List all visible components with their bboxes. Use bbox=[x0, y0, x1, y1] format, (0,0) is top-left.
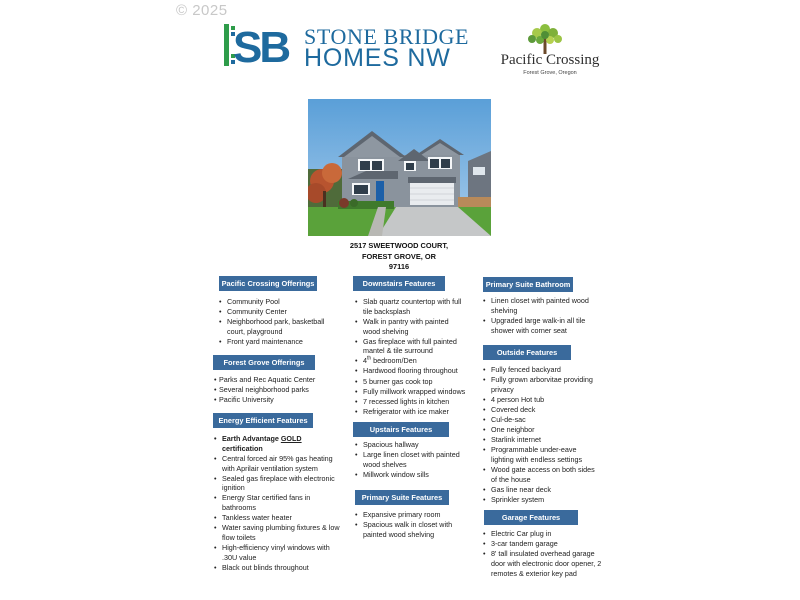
brand-line-1: STONE BRIDGE bbox=[304, 24, 470, 49]
list-item: • 4 person Hot tub bbox=[483, 395, 601, 405]
list-garage bbox=[483, 529, 603, 579]
header-outside: Outside Features bbox=[483, 345, 571, 360]
list-item: • 7 recessed lights in kitchen bbox=[355, 397, 467, 407]
list-item: • Energy Star certified fans in bathrooms bbox=[214, 493, 340, 512]
header-pacific-crossing: Pacific Crossing Offerings bbox=[219, 276, 317, 291]
bedroom-ordinal: th bbox=[367, 356, 372, 362]
list-downstairs bbox=[355, 297, 467, 417]
address-line-1: 2517 SWEETWOOD COURT, bbox=[349, 241, 449, 250]
list-item: • Millwork window sills bbox=[355, 470, 470, 480]
list-outside bbox=[483, 365, 601, 505]
list-item: • Fully millwork wrapped windows bbox=[355, 387, 467, 397]
header-primary-bathroom: Primary Suite Bathroom bbox=[483, 277, 573, 292]
list-item: • Spacious hallway bbox=[355, 440, 470, 450]
list-item: • Water saving plumbing fixtures & low flow toilets bbox=[214, 523, 340, 542]
lead-suffix: certification bbox=[222, 443, 263, 453]
svg-text:SB: SB bbox=[233, 24, 289, 66]
list-item: • Parks and Rec Aquatic Center bbox=[214, 375, 339, 385]
list-item: • Community Pool bbox=[219, 297, 331, 307]
list-item: • Electric Car plug in bbox=[483, 529, 603, 539]
list-forest-grove bbox=[214, 375, 339, 405]
tree-icon bbox=[526, 22, 564, 54]
property-address bbox=[340, 241, 458, 273]
header-primary-suite: Primary Suite Features bbox=[355, 490, 449, 505]
list-item: • Pacific University bbox=[214, 395, 339, 405]
list-pacific-crossing bbox=[219, 297, 331, 347]
pacific-crossing-logo bbox=[493, 22, 607, 82]
header-downstairs: Downstairs Features bbox=[353, 276, 445, 291]
list-primary-suite bbox=[355, 510, 465, 540]
list-item: • Refrigerator with ice maker bbox=[355, 407, 467, 417]
header-garage: Garage Features bbox=[484, 510, 578, 525]
address-line-2: FOREST GROVE, OR bbox=[362, 251, 436, 261]
header-forest-grove: Forest Grove Offerings bbox=[213, 355, 315, 370]
list-item: • Upgraded large walk-in all tile shower with corner seat bbox=[483, 316, 598, 335]
header-energy-efficient: Energy Efficient Features bbox=[213, 413, 313, 428]
gold-text: GOLD bbox=[280, 434, 302, 443]
list-item: • 5 burner gas cook top bbox=[355, 377, 467, 387]
list-item: • Fully grown arborvitae providing privacy bbox=[483, 375, 601, 394]
list-item: • Community Center bbox=[219, 307, 331, 317]
list-item: • Several neighborhood parks bbox=[214, 385, 339, 395]
lead-text: Earth Advantage bbox=[222, 434, 281, 443]
bedroom-text: bedroom/Den bbox=[371, 356, 417, 366]
list-item: • Expansive primary room bbox=[355, 510, 465, 520]
list-item: • Linen closet with painted wood shelving bbox=[483, 296, 598, 315]
list-item: • Central forced air 95% gas heating with Aprilair ventilation system bbox=[214, 454, 340, 473]
community-location: Forest Grove, Oregon bbox=[523, 70, 577, 76]
bedroom-number: 4 bbox=[363, 356, 367, 366]
list-item: • Walk in pantry with painted wood shelving bbox=[355, 317, 467, 336]
list-item: • Cul-de-sac bbox=[483, 415, 601, 425]
list-item: • Gas fireplace with full painted mantel & tile surround bbox=[355, 337, 467, 356]
address-line-3: 97116 bbox=[388, 262, 410, 272]
community-name: Pacific Crossing bbox=[500, 52, 600, 68]
list-item: • Black out blinds throughout bbox=[214, 563, 340, 573]
list-item: • Fully fenced backyard bbox=[483, 365, 601, 375]
list-item: • High-efficiency vinyl windows with .30U value bbox=[214, 543, 340, 562]
list-item: • Spacious walk in closet with painted wood shelving bbox=[355, 520, 465, 539]
list-energy-efficient bbox=[214, 434, 340, 573]
brand-line-2: HOMES NW bbox=[304, 44, 451, 72]
list-item: • Hardwood flooring throughout bbox=[355, 366, 467, 376]
list-item: • Sprinkler system bbox=[483, 495, 601, 505]
list-item: • Neighborhood park, basketball court, playground bbox=[219, 317, 331, 336]
list-item: • Slab quartz countertop with full tile backsplash bbox=[355, 297, 467, 316]
list-item: • Large linen closet with painted wood shelves bbox=[355, 450, 470, 469]
list-primary-bathroom bbox=[483, 296, 598, 336]
list-item: • Tankless water heater bbox=[214, 513, 340, 523]
copyright-notice: © 2025 bbox=[176, 2, 228, 19]
house-photo bbox=[308, 99, 491, 236]
list-item: • Covered deck bbox=[483, 405, 601, 415]
list-item-bedroom bbox=[355, 356, 467, 366]
list-item-earth-advantage bbox=[214, 434, 340, 453]
list-upstairs bbox=[355, 440, 470, 480]
header-upstairs: Upstairs Features bbox=[353, 422, 449, 437]
list-item: • Wood gate access on both sides of the house bbox=[483, 465, 601, 484]
sb-logo-mark bbox=[224, 24, 290, 66]
list-item: • Programmable under-eave lighting with endless settings bbox=[483, 445, 601, 464]
list-item: • One neighbor bbox=[483, 425, 601, 435]
list-item: • Starlink internet bbox=[483, 435, 601, 445]
stone-bridge-logo bbox=[224, 24, 484, 72]
list-item: • 8' tall insulated overhead garage door with electronic door opener, 2 remotes & exterior key pad bbox=[483, 549, 603, 578]
list-item: • Front yard maintenance bbox=[219, 337, 331, 347]
list-item: • 3-car tandem garage bbox=[483, 539, 603, 549]
list-item: • Gas line near deck bbox=[483, 485, 601, 495]
list-item: • Sealed gas fireplace with electronic ignition bbox=[214, 474, 340, 493]
